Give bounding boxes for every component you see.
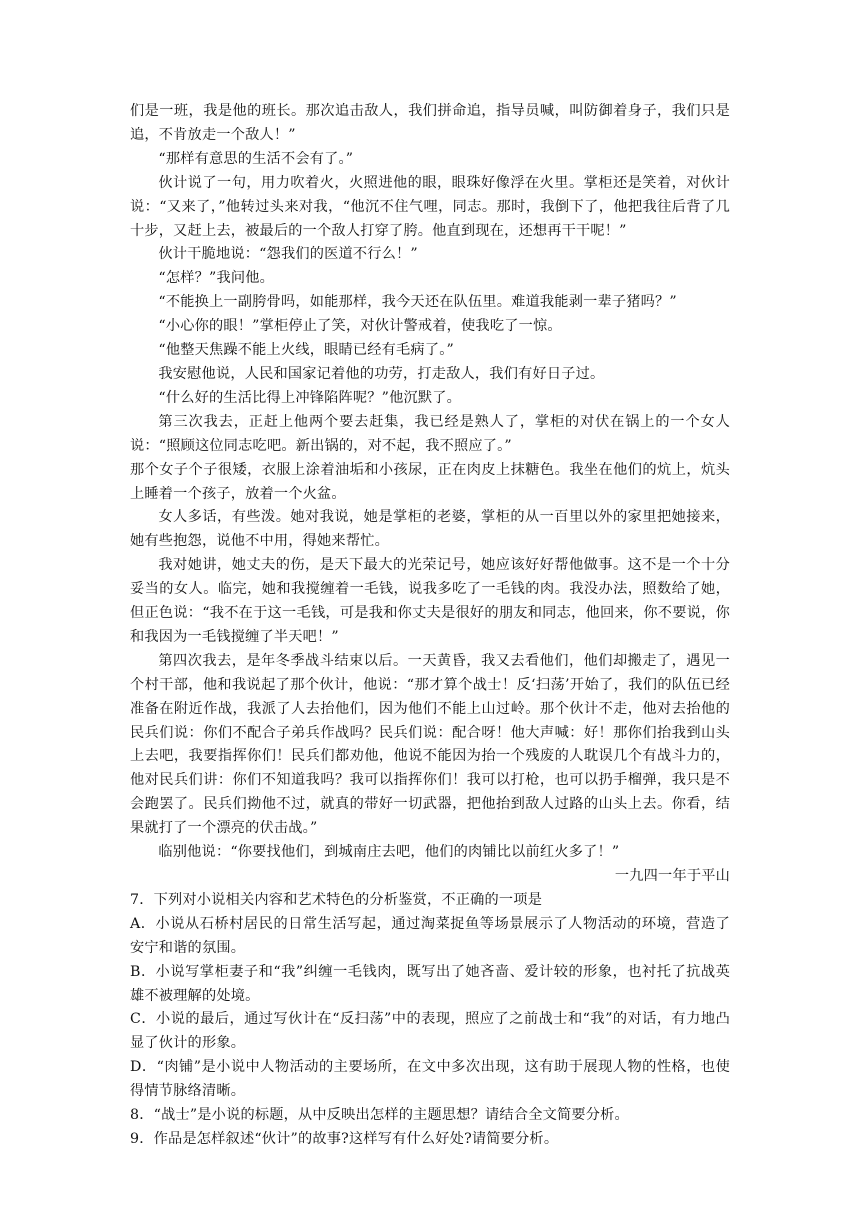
document-page — [130, 100, 730, 1152]
paragraph: 我安慰他说，人民和国家记着他的功劳，打走敌人，我们有好日子过。 — [158, 365, 605, 382]
dateline: 一九四一年于平山 — [614, 868, 730, 884]
paragraph: 临别他说：“你要找他们，到城南庄去吧，他们的肉铺比以前红火多了！” — [158, 844, 620, 861]
story-text — [130, 100, 730, 889]
paragraph: 伙计干脆地说：“怨我们的医道不行么！” — [158, 246, 418, 263]
paragraph: 那个女子个子很矮，衣服上涂着油垢和小孩尿，正在肉皮上抹糖色。我坐在他们的炕上，炕头上睡着一个孩子，放着一个火盆。 — [130, 461, 730, 502]
paragraph: “那样有意思的生活不会有了。” — [158, 150, 354, 167]
paragraph: “小心你的眼！”掌柜停止了笑，对伙计警戒着，使我吃了一惊。 — [158, 318, 562, 335]
question-section — [130, 889, 730, 1152]
question-9: 9．作品是怎样叙述“伙计”的故事?这样写有什么好处?请简要分析。 — [130, 1130, 559, 1147]
option-a: A．小说从石桥村居民的日常生活写起，通过淘菜捉鱼等场景展示了人物活动的环境，营造了安宁和谐的氛围。 — [130, 915, 730, 956]
paragraph: “什么好的生活比得上冲锋陷阵呢？”他沉默了。 — [158, 389, 462, 406]
paragraph: “怎样？”我问他。 — [158, 270, 275, 287]
option-c: C．小说的最后，通过写伙计在“反扫荡”中的表现，照应了之前战士和“我”的对话，有力地凸显了伙计的形象。 — [130, 1011, 730, 1052]
paragraph: “他整天焦躁不能上火线，眼睛已经有毛病了。” — [158, 342, 454, 359]
question-8: 8．“战士”是小说的标题，从中反映出怎样的主题思想？请结合全文简要分析。 — [130, 1107, 629, 1124]
paragraph: “不能换上一副胯骨吗，如能那样，我今天还在队伍里。难道我能剥一辈子猪吗？” — [158, 294, 677, 311]
paragraph: 女人多话，有些泼。她对我说，她是掌柜的老婆，掌柜的从一百里以外的家里把她接来，她有些抱怨，说他不中用，得她来帮忙。 — [130, 509, 730, 550]
paragraph: 们是一班，我是他的班长。那次追击敌人，我们拼命追，指导员喊，叫防御着身子，我们只是追，不肯放走一个敌人！” — [130, 103, 730, 143]
option-b: B．小说写掌柜妻子和“我”纠缠一毛钱肉，既写出了她吝啬、爱计较的形象，也衬托了抗战英雄不被理解的处境。 — [130, 963, 730, 1004]
question-7: 7．下列对小说相关内容和艺术特色的分析鉴赏，不正确的一项是 — [130, 891, 543, 908]
paragraph: 伙计说了一句，用力吹着火，火照进他的眼，眼珠好像浮在火里。掌柜还是笑着，对伙计说：“又来了，”他转过头来对我，“他沉不住气哩，同志。那时，我倒下了，他把我往后背了几十步，又赶上去，被最后的一个敌人打穿了胯。他直到现在，还想再干干呢！” — [130, 174, 730, 239]
paragraph: 第三次我去，正赶上他两个要去赶集，我已经是熟人了，掌柜的对伏在锅上的一个女人说：“照顾这位同志吃吧。新出锅的，对不起，我不照应了。” — [130, 413, 730, 454]
paragraph: 我对她讲，她丈夫的伤，是天下最大的光荣记号，她应该好好帮他做事。这不是一个十分妥当的女人。临完，她和我搅缠着一毛钱，说我多吃了一毛钱的肉。我没办法，照数给了她，但正色说：“我不在于这一毛钱，可是我和你丈夫是很好的朋友和同志，他回来，你不要说，你和我因为一毛钱搅缠了半天吧！” — [130, 557, 730, 645]
paragraph: 第四次我去，是年冬季战斗结束以后。一天黄昏，我又去看他们，他们却搬走了，遇见一个村干部，他和我说起了那个伙计，他说：“那才算个战士！反‘扫荡’开始了，我们的队伍已经准备在附近作战，我派了人去抬他们，因为他们不能上山过岭。那个伙计不走，他对去抬他的民兵们说：你们不配合子弟兵作战吗？民兵们说：配合呀！他大声喊：好！那你们抬我到山头上去吧，我要指挥你们！民兵们都劝他，他说不能因为抬一个残废的人耽误几个有战斗力的，他对民兵们讲：你们不知道我吗？我可以指挥你们！我可以打枪，也可以扔手榴弹，我只是不会跑罢了。民兵们拗他不过，就真的带好一切武器，把他抬到敌人过路的山头上去。你看，结果就打了一个漂亮的伏击战。” — [130, 652, 730, 837]
option-d: D．“肉铺”是小说中人物活动的主要场所，在文中多次出现，这有助于展现人物的性格，也使得情节脉络清晰。 — [130, 1059, 730, 1100]
